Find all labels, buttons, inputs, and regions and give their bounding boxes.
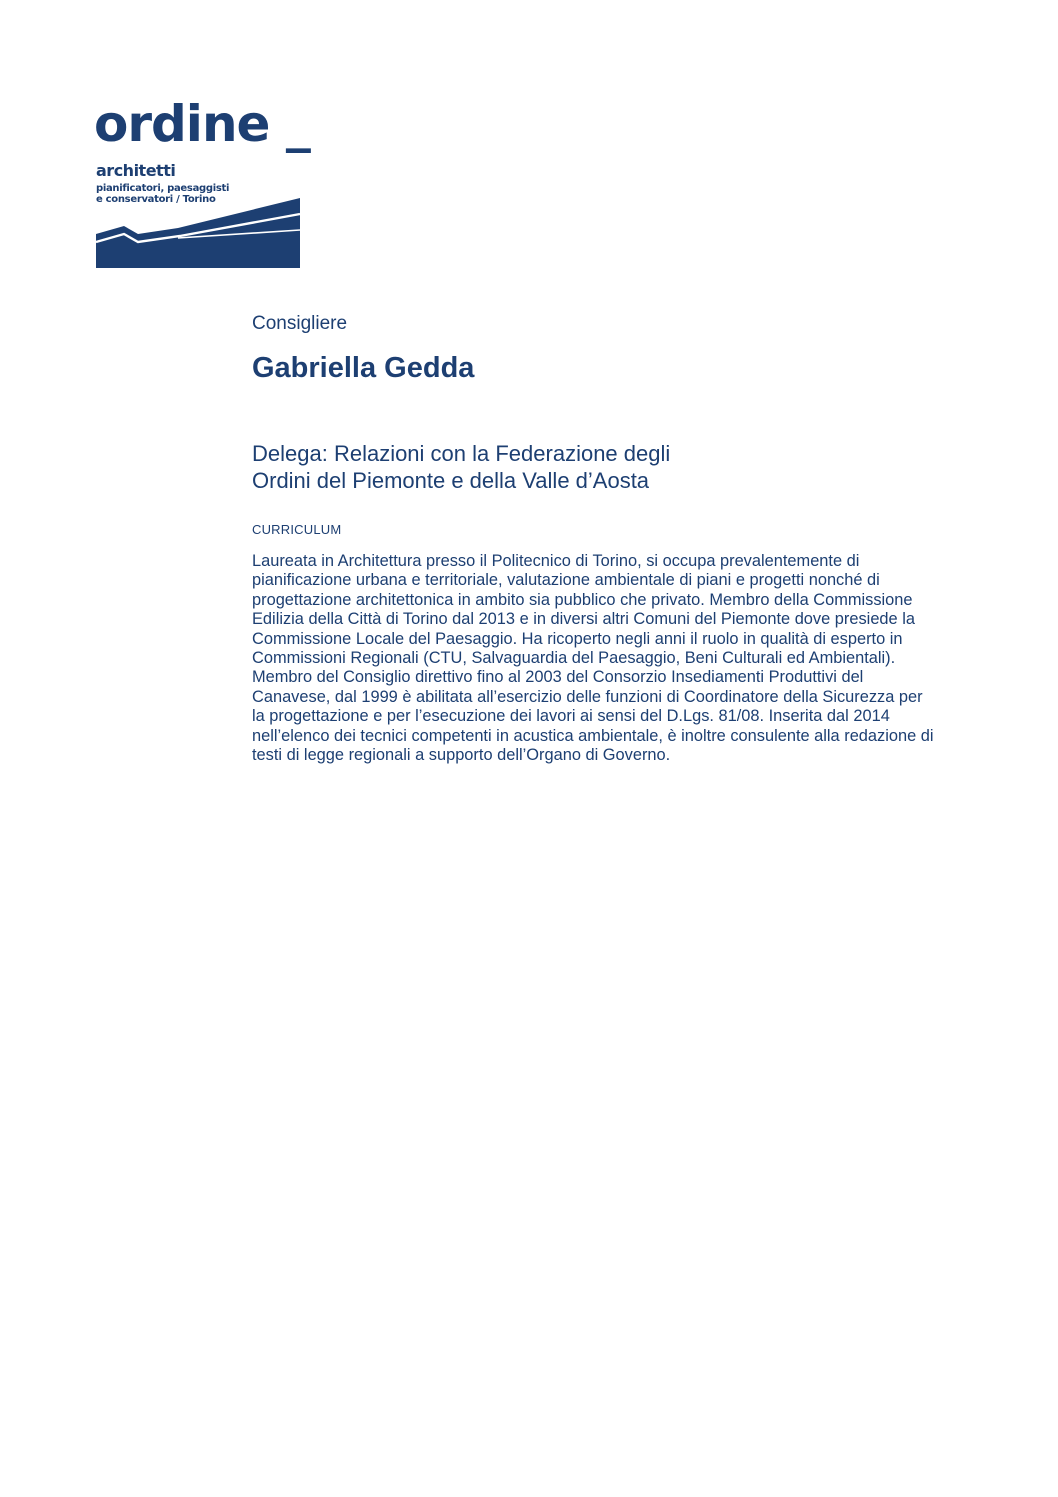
curriculum-line: testi di legge regionali a supporto dell’Organo di Governo. xyxy=(252,746,671,765)
delegation-line: Delega: Relazioni con la Federazione degli xyxy=(252,441,671,466)
curriculum-line: Canavese, dal 1999 è abilitata all’esercizio delle funzioni di Coordinatore della Sicurezza per xyxy=(252,687,923,706)
curriculum-line: pianificazione urbana e territoriale, valutazione ambientale di piani e progetti nonché di xyxy=(252,571,880,590)
logo-subtitle-line-2: e conservatori / Torino xyxy=(96,194,216,205)
curriculum-line: Membro del Consiglio direttivo fino al 2003 del Consorzio Insediamenti Produttivi del xyxy=(252,668,864,687)
curriculum-line: la progettazione e per l’esecuzione dei lavori ai sensi del D.Lgs. 81/08. Inserita dal 2014 xyxy=(252,707,890,726)
curriculum-line: Commissione Locale del Paesaggio. Ha ricoperto negli anni il ruolo in qualità di esperto in xyxy=(252,629,903,648)
curriculum-line: Commissioni Regionali (CTU, Salvaguardia del Paesaggio, Beni Culturali ed Ambientali). xyxy=(252,649,896,668)
logo-subtitle-line-1: pianificatori, paesaggisti xyxy=(96,183,230,194)
logo-landscape-graphic xyxy=(94,194,306,274)
curriculum-line: nell’elenco dei tecnici competenti in acustica ambientale, è inoltre consulente alla redazione di xyxy=(252,726,934,745)
curriculum-line: Laureata in Architettura presso il Politecnico di Torino, si occupa prevalentemente di xyxy=(252,552,860,570)
member-role: Consigliere xyxy=(252,313,348,334)
member-name: Gabriella Gedda xyxy=(252,352,475,384)
curriculum-label: CURRICULUM xyxy=(252,522,342,537)
curriculum-text xyxy=(252,552,972,765)
delegation-heading xyxy=(252,440,670,494)
logo-wordmark: ordine _ xyxy=(94,95,310,153)
logo-subtitle: architetti xyxy=(96,161,176,180)
organization-logo xyxy=(94,95,310,276)
delegation-line: Ordini del Piemonte e della Valle d’Aosta xyxy=(252,468,650,493)
curriculum-line: Edilizia della Città di Torino dal 2013 e in diversi altri Comuni del Piemonte dove presiede la xyxy=(252,610,915,629)
curriculum-line: progettazione architettonica in ambito sia pubblico che privato. Membro della Commissione xyxy=(252,590,913,609)
